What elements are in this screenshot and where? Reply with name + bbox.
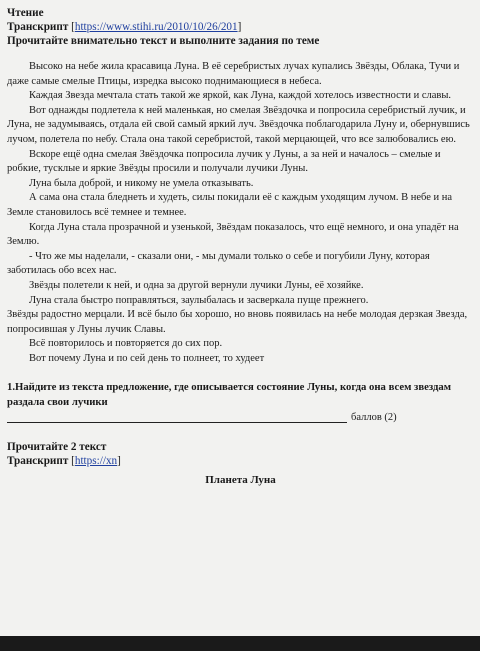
paragraph: Звёзды полетели к ней, и одна за другой вернули лучики Луны, её хозяйке. — [29, 279, 364, 291]
paragraph: Вскоре ещё одна смелая Звёздочка попросила лучик у Луны, а за ней и началось – смелые и робкие, тусклые и яркие Звёзды просили и получали лучики Луны. — [7, 148, 441, 175]
paragraph: Когда Луна стала прозрачной и узенькой, Звёздам показалось, что ещё немного, и она упадёт на Землю. — [7, 221, 459, 248]
task-question: 1.Найдите из текста предложение, где описывается состояние Луны, когда она всем звездам раздала свои лучики — [7, 381, 451, 409]
answer-row — [7, 410, 474, 426]
paragraph: Вот однажды подлетела к ней маленькая, но смелая Звёздочка и попросила серебристый лучик, и Луна, не задумываясь, отдала ей свой самый яркий луч. Звёздочка поблагодарила Луну и, обернувшись лучом, полетела по небу. Стала она такой серебристой, такой мерцающей, что все залюбовались ею. — [7, 104, 470, 145]
paragraph: Звёзды радостно мерцали. И всё было бы хорошо, но вновь появилась на небе молодая дерзкая Звезда, попросившая у Луны лучик Славы. — [7, 309, 468, 335]
second-instruction: Прочитайте 2 текст — [7, 441, 107, 454]
second-transcript-source: [https://xn] — [71, 455, 121, 468]
transcript-label: Транскрипт — [7, 21, 69, 33]
paragraph: Луна была доброй, и никому не умела отказывать. — [29, 177, 254, 189]
points-label: баллов (2) — [351, 412, 397, 424]
story-text — [7, 60, 474, 366]
paragraph: Высоко на небе жила красавица Луна. В её серебристых лучах купались Звёзды, Облака, Тучи и даже самые смелые Птицы, изредка высоко поднимающиеся в небеса. — [7, 61, 460, 87]
transcript-line — [7, 20, 474, 34]
second-transcript-label: Транскрипт — [7, 455, 69, 468]
paragraph: Луна стала быстро поправляться, заулыбалась и засверкала пуще прежнего. — [29, 294, 369, 306]
paragraph: - Что же мы наделали, - сказали они, - мы думали только о себе и погубили Луну, которая заботилась обо всех нас. — [7, 250, 430, 277]
instruction: Прочитайте внимательно текст и выполните задания по теме — [7, 35, 320, 47]
second-transcript-link[interactable]: https://xn — [74, 455, 118, 468]
answer-line[interactable] — [7, 422, 347, 423]
paragraph: Всё повторилось и повторяется до сих пор. — [29, 338, 223, 350]
paragraph: А сама она стала бледнеть и худеть, силы покидали её с каждым уходящим лучом. В небе и на Земле становилось всё темнее и темнее. — [7, 192, 453, 218]
transcript-source: [https://www.stihi.ru/2010/10/26/201] — [71, 21, 242, 33]
heading: Чтение — [7, 7, 44, 19]
second-transcript-line — [7, 454, 474, 468]
transcript-link[interactable]: https://www.stihi.ru/2010/10/26/201 — [74, 21, 238, 33]
paragraph: Вот почему Луна и по сей день то полнеет, то худеет — [29, 352, 265, 364]
second-text-title: Планета Луна — [205, 474, 276, 487]
paragraph: Каждая Звезда мечтала стать такой же яркой, как Луна, каждой хотелось известности и славы. — [29, 90, 452, 102]
